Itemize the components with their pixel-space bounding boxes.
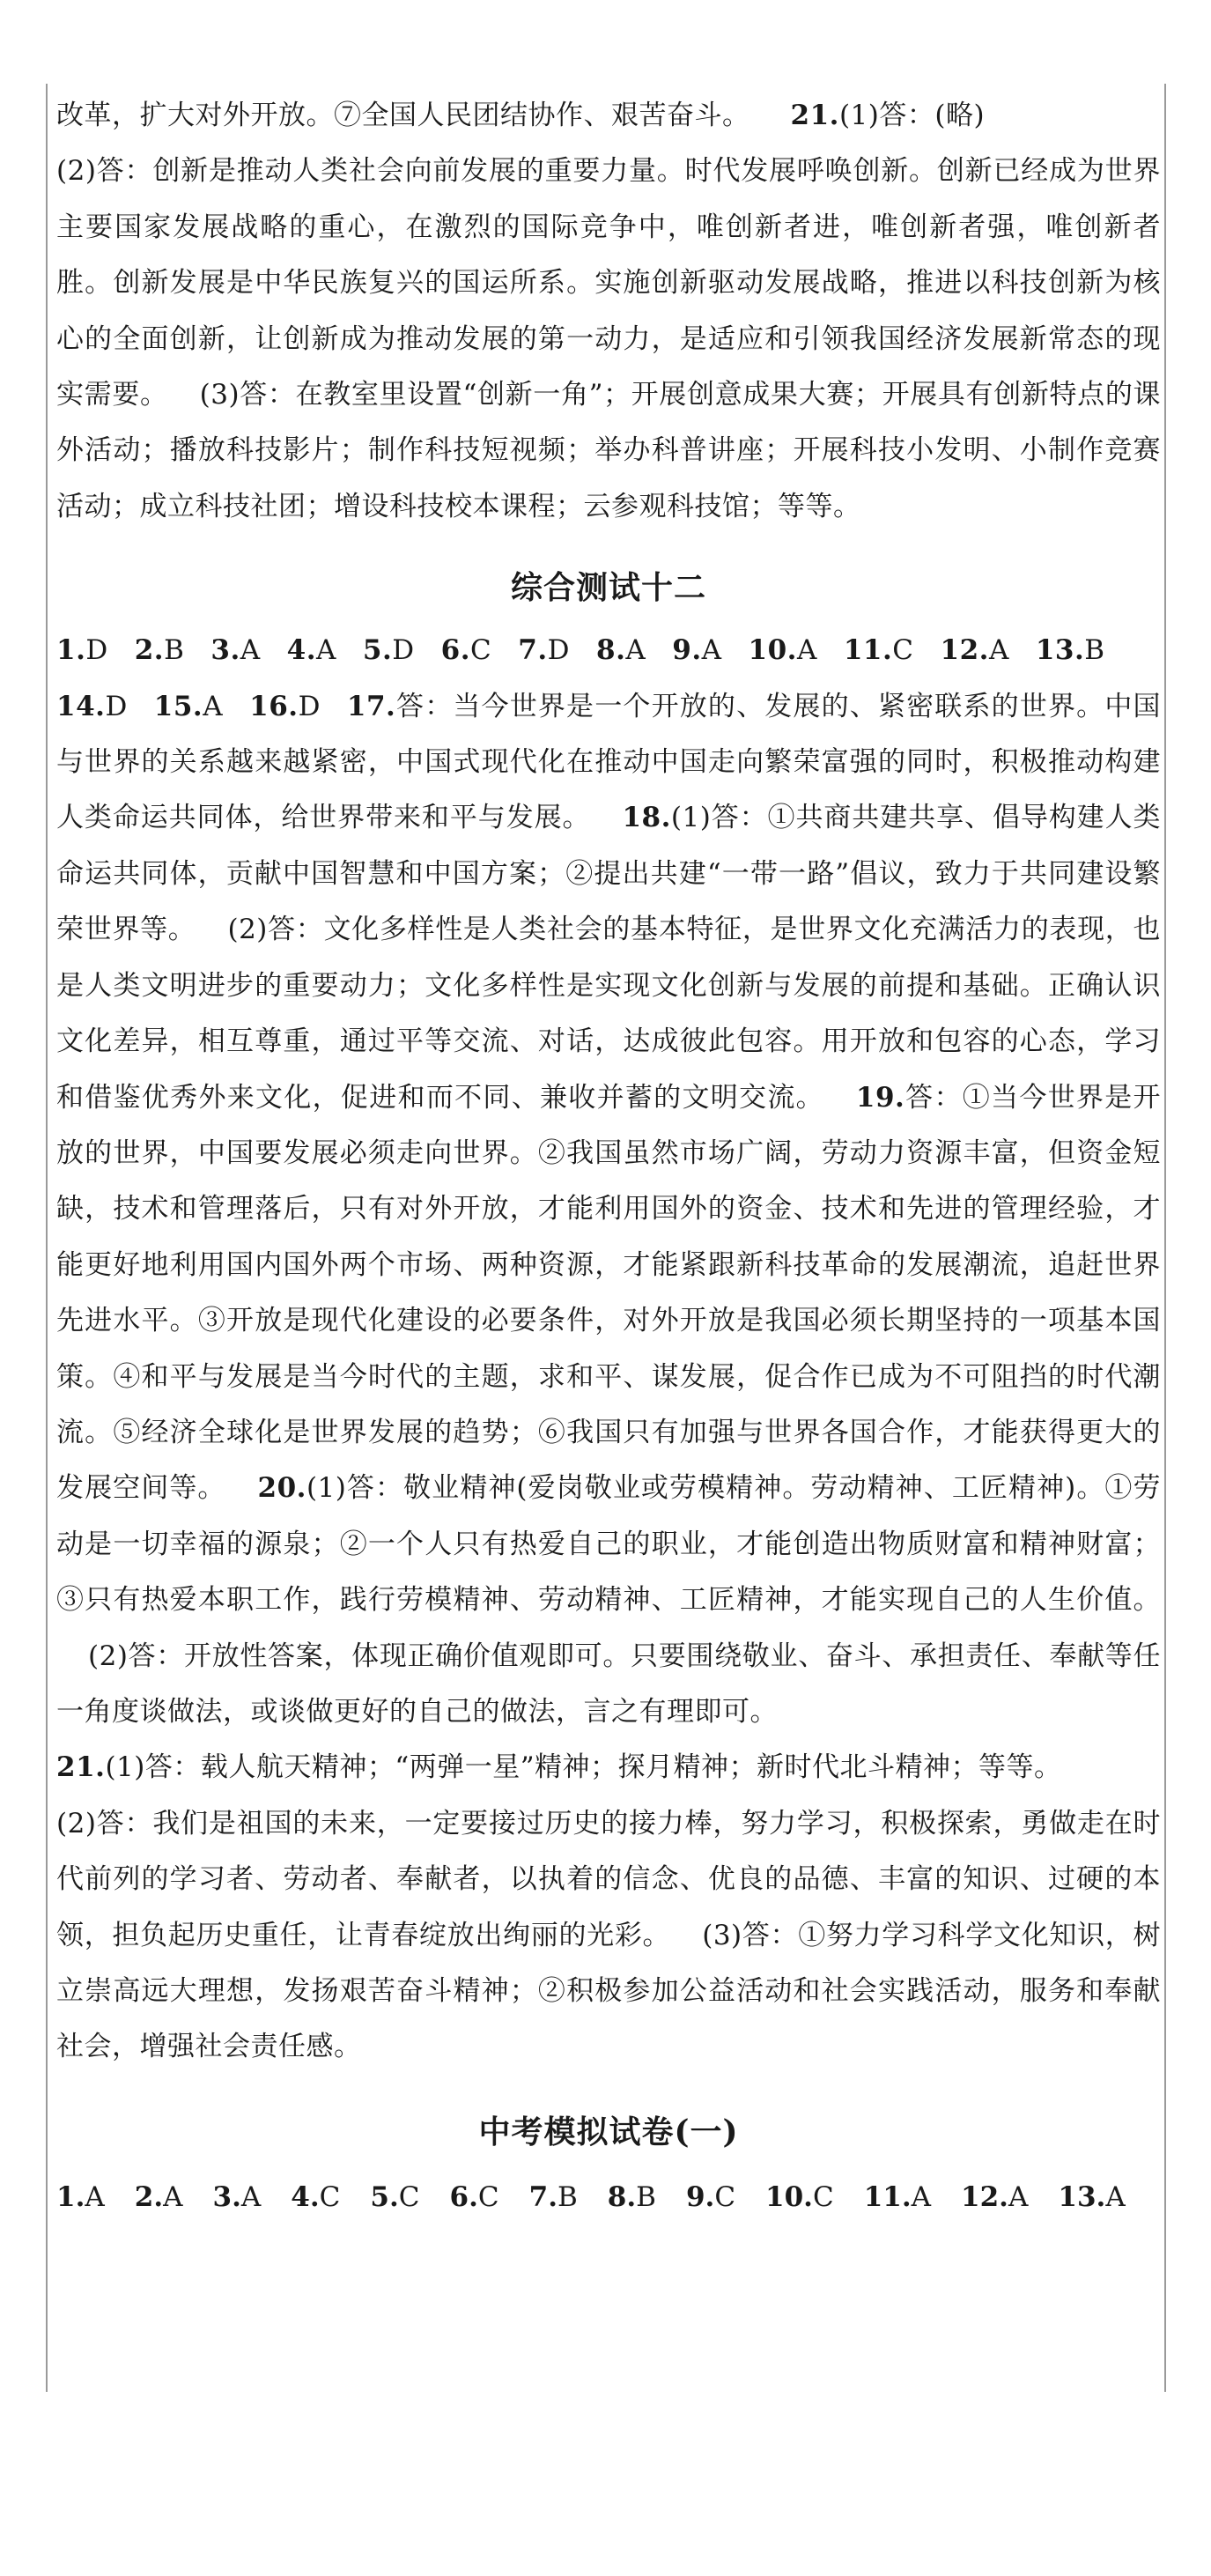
choice-letter: D [392, 634, 415, 667]
choice-answer [672, 634, 721, 666]
choice-letter: C [892, 634, 914, 667]
section-title: 综合测试十二 [510, 569, 706, 607]
choice-letter: C [714, 2180, 736, 2213]
choice-letter: B [636, 2180, 656, 2213]
question-number: 13. [1035, 634, 1085, 667]
choice-answer [154, 691, 223, 722]
choice-answer [450, 2169, 499, 2225]
continuation-text: 改革，扩大对外开放。⑦全国人民团结协作、艰苦奋斗。 [56, 100, 750, 131]
choice-letter: C [398, 2180, 420, 2213]
choice-letter: A [240, 634, 261, 667]
question-number: 3. [210, 634, 240, 667]
choice-answers [53, 2169, 1164, 2225]
choice-letter: D [547, 634, 570, 667]
choice-answer [213, 2169, 262, 2225]
answer-text: 答：①当今世界是开放的世界，中国要发展必须走向世界。②我国虽然市场广阔，劳动力资源丰富，但资金短缺，技术和管理落后，只有对外开放，才能利用国外的资金、技术和先进的管理经验，才能更好地利用国内国外两个市场、两种资源，才能紧跟新科技革命的发展潮流，追赶世界先进水平。③开放是现代化建设的必要条件，对外开放是我国必须长期坚持的一项基本国策。④和平与发展是当今时代的主题，求和平、谋发展，促合作已成为不可阻挡的时代潮流。⑤经济全球化是世界发展的趋势；⑥我国只有加强与世界各国合作，才能获得更大的发展空间等。 [56, 1081, 1161, 1505]
choice-answer [210, 634, 260, 666]
choice-letter: C [470, 634, 492, 667]
choice-answer [529, 2169, 578, 2225]
question-number: 11. [843, 634, 893, 667]
choice-letter: C [319, 2180, 341, 2213]
question-number: 8. [607, 2180, 637, 2213]
answer-text: (1)答：载人航天精神；“两弹一星”精神；探月精神；新时代北斗精神；等等。 [105, 1751, 1062, 1784]
choice-letter: A [988, 634, 1009, 667]
choice-answer [864, 2169, 931, 2225]
choice-answer [291, 2169, 340, 2225]
choice-answer [844, 634, 914, 666]
choice-letter: A [796, 634, 817, 667]
choice-letter: D [298, 690, 321, 722]
question-number: 4. [291, 2180, 320, 2213]
question-number: 10. [765, 2180, 813, 2213]
answer-text: (1)答：敬业精神(爱岗敬业或劳模精神。劳动精神、工匠精神)。①劳动是一切幸福的源泉；②一个人只有热爱自己的职业，才能创造出物质财富和精神财富；③只有热爱本职工作，践行劳模精神、劳动精神、工匠精神，才能实现自己的人生价值。 [56, 1472, 1161, 1617]
choice-answer [749, 634, 817, 666]
choice-answer [135, 634, 185, 666]
choice-letter: B [1084, 634, 1105, 667]
choice-letter: A [1008, 2180, 1029, 2213]
choice-letter: A [1105, 2180, 1126, 2213]
choice-answer [56, 2169, 105, 2225]
question-number: 21. [790, 100, 839, 131]
question-number: 12. [961, 2180, 1008, 2213]
page-content [53, 88, 1164, 2225]
choice-letter: A [240, 2180, 262, 2213]
choice-letter: C [477, 2180, 499, 2213]
left-margin-rule [46, 84, 48, 2392]
choice-letter: A [163, 2180, 183, 2213]
question-number: 1. [56, 2180, 85, 2213]
continuation-paragraph [53, 88, 1164, 535]
question-number: 12. [940, 634, 989, 667]
answer-text: (2)答：创新是推动人类社会向前发展的重要力量。时代发展呼唤创新。创新已经成为世界主要国家发展战略的重心，在激烈的国际竞争中，唯创新者进，唯创新者强，唯创新者胜。创新发展是中华民族复兴的国运所系。实施创新驱动发展战略，推进以科技创新为核心的全面创新，让创新成为推动发展的第一动力，是适应和引领我国经济发展新常态的现实需要。 [56, 155, 1161, 411]
section-title: 中考模拟试卷(一) [478, 2113, 739, 2150]
question-number: 11. [863, 2180, 912, 2213]
answer-text: (1)答：(略) [838, 100, 986, 131]
question-number: 6. [449, 2180, 478, 2213]
choice-answer [941, 634, 1009, 666]
question-number: 5. [370, 2180, 399, 2213]
choice-letter: A [316, 634, 336, 667]
choice-letter: D [105, 690, 128, 722]
choice-letter: B [164, 634, 185, 667]
choice-answer [596, 634, 646, 666]
question-number: 5. [362, 634, 393, 667]
question-number: 8. [596, 634, 626, 667]
question-number: 2. [134, 2180, 164, 2213]
answer-text: (2)答：我们是祖国的未来，一定要接过历史的接力棒，努力学习，积极探索，勇做走在时代前列的学习者、劳动者、奉献者，以执着的信念、优良的品德、丰富的知识、过硬的本领，担负起历史重任，让青春绽放出绚丽的光彩。 [56, 1807, 1161, 1951]
question-number: 16. [249, 690, 299, 722]
section-answers [53, 623, 1164, 2076]
choice-answer [765, 2169, 834, 2225]
choice-letter: D [85, 634, 108, 667]
choice-answer [961, 2169, 1028, 2225]
question-number: 1. [56, 634, 86, 667]
question-number: 10. [748, 634, 797, 667]
choice-answer [608, 2169, 656, 2225]
choice-answer [370, 2169, 419, 2225]
question-number: 15. [153, 690, 203, 722]
question-number: 7. [528, 2180, 558, 2213]
right-margin-rule [1164, 84, 1166, 2392]
answer-text: (2)答：开放性答案，体现正确价值观即可。只要围绕敬业、奋斗、承担责任、奉献等任一角度谈做法，或谈做更好的自己的做法，言之有理即可。 [56, 1640, 1161, 1728]
choice-answer [518, 634, 570, 666]
question-number: 14. [56, 690, 106, 722]
choice-answer [135, 2169, 183, 2225]
choice-letter: A [85, 2180, 105, 2213]
choice-letter: C [812, 2180, 834, 2213]
choice-answer [1036, 634, 1105, 666]
choice-letter: A [701, 634, 722, 667]
choice-answer [56, 691, 128, 722]
question-number: 9. [672, 634, 702, 667]
question-number: 19. [855, 1081, 905, 1114]
choice-answer [441, 634, 492, 666]
question-number: 17. [346, 690, 396, 722]
choice-letter: A [203, 690, 224, 722]
question-number: 3. [212, 2180, 241, 2213]
question-number: 21. [56, 1751, 106, 1784]
choice-answer [249, 691, 321, 722]
choice-answer [1058, 2169, 1125, 2225]
choice-letter: A [911, 2180, 932, 2213]
choice-answer [56, 634, 108, 666]
answer-text: (3)答：①努力学习科学文化知识，树立崇高远大理想，发扬艰苦奋斗精神；②积极参加公益活动和社会实践活动，服务和奉献社会，增强社会责任感。 [56, 1919, 1161, 2063]
answer-text: (1)答：①共商共建共享、倡导构建人类命运共同体，贡献中国智慧和中国方案；②提出共建“一带一路”倡议，致力于共同建设繁荣世界等。 [56, 802, 1161, 946]
question-number: 13. [1058, 2180, 1106, 2213]
choice-letter: B [558, 2180, 578, 2213]
choice-answer [287, 634, 336, 666]
question-number: 2. [134, 634, 165, 667]
question-number: 4. [286, 634, 317, 667]
choice-answer [363, 634, 415, 666]
choice-answer [686, 2169, 735, 2225]
question-number: 7. [518, 634, 548, 667]
answer-text: (2)答：文化多样性是人类社会的基本特征，是世界文化充满活力的表现，也是人类文明进步的重要动力；文化多样性是实现文化创新与发展的前提和基础。正确认识文化差异，相互尊重，通过平等交流、对话，达成彼此包容。用开放和包容的心态，学习和借鉴优秀外来文化，促进和而不同、兼收并蓄的文明交流。 [56, 914, 1161, 1114]
question-number: 9. [685, 2180, 715, 2213]
answer-text: (3)答：在教室里设置“创新一角”；开展创意成果大赛；开展具有创新特点的课外活动；播放科技影片；制作科技短视频；举办科普讲座；开展科技小发明、小制作竞赛活动；成立科技社团；增设科技校本课程；云参观科技馆；等等。 [56, 379, 1161, 522]
question-number: 20. [257, 1472, 306, 1505]
answer-text: 答：当今世界是一个开放的、发展的、紧密联系的世界。中国与世界的关系越来越紧密，中国式现代化在推动中国走向繁荣富强的同时，积极推动构建人类命运共同体，给世界带来和平与发展。 [56, 690, 1161, 834]
question-number: 6. [440, 634, 471, 667]
choice-letter: A [625, 634, 646, 667]
question-number: 18. [622, 802, 671, 834]
